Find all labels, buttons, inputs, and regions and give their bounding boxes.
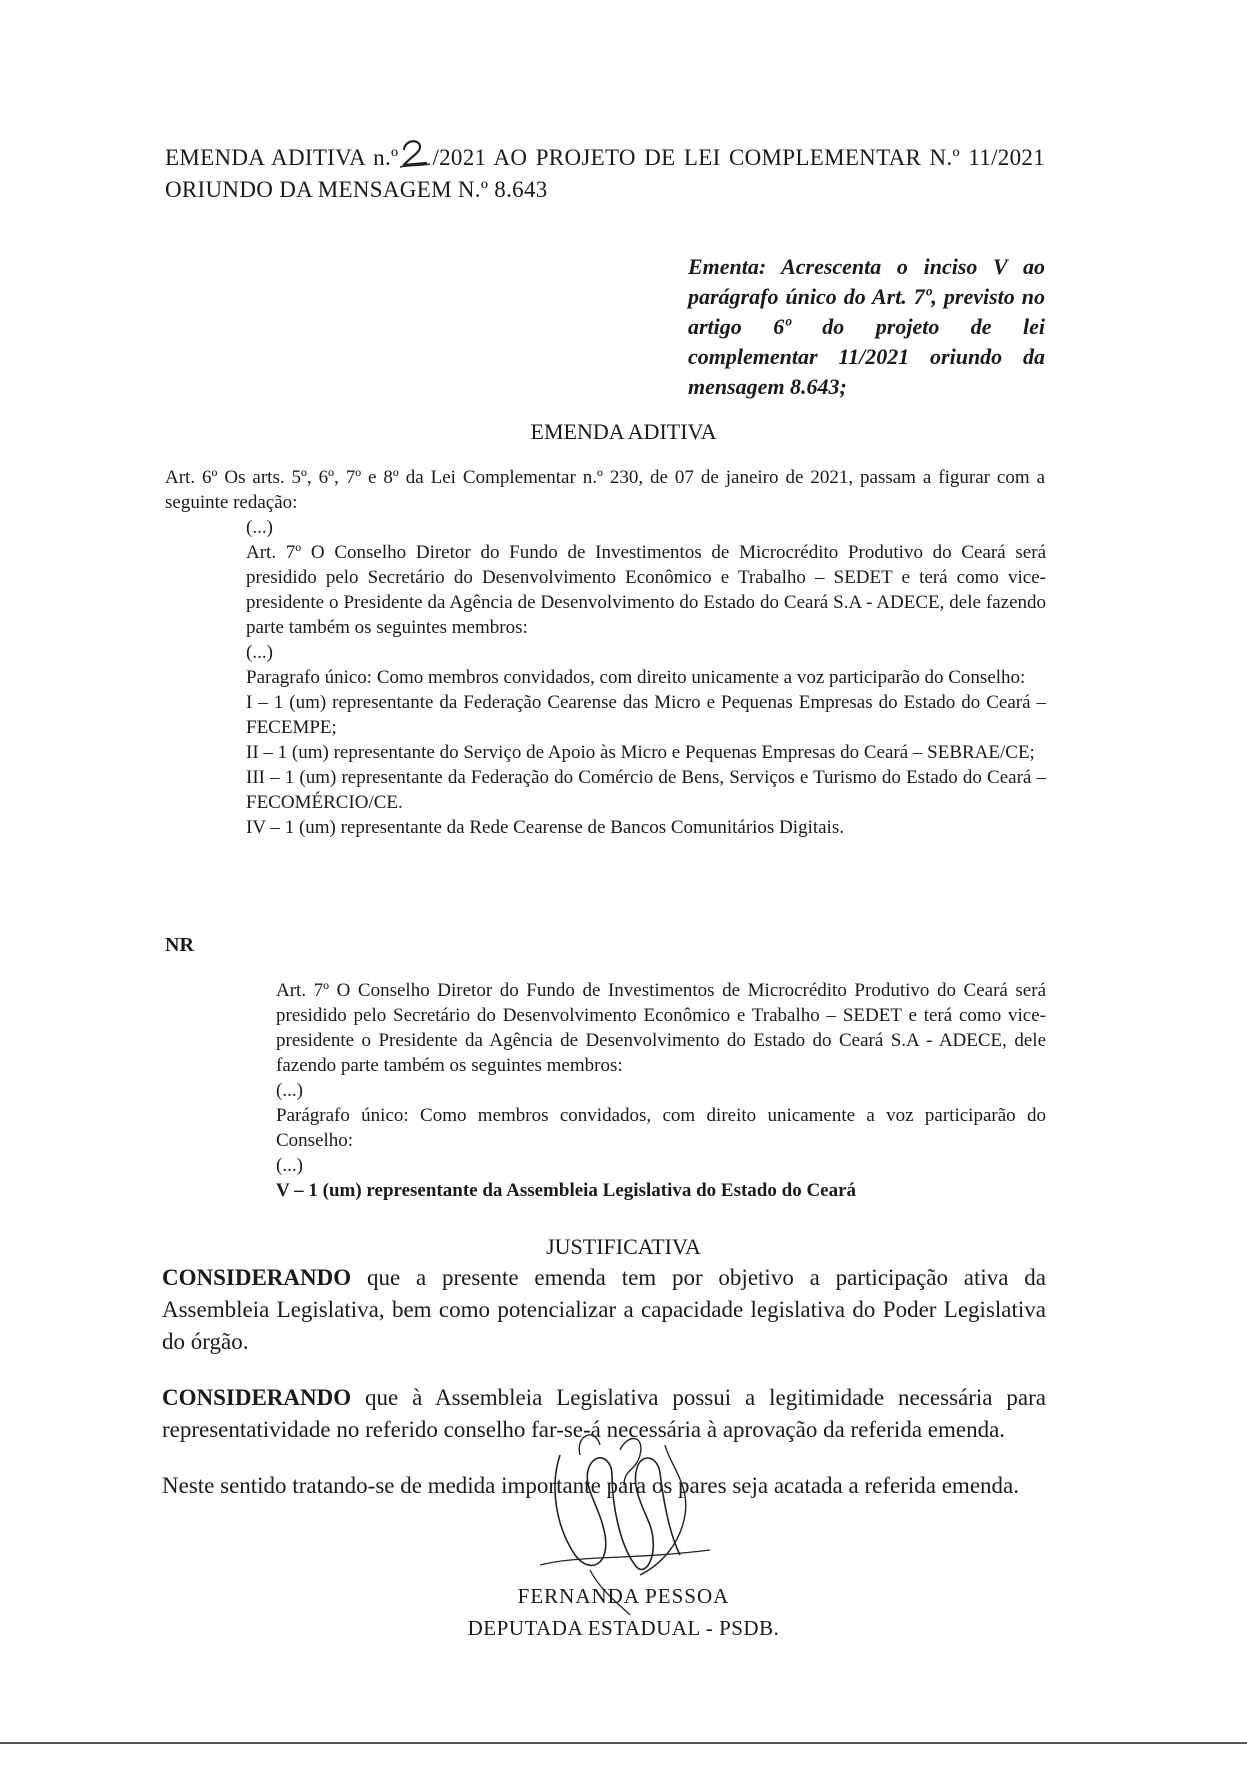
header-suffix: /2021 AO PROJETO DE LEI COMPLEMENTAR N.º 11/2021 ORIUNDO DA MENSAGEM N.º 8.643 xyxy=(165,145,1045,202)
ellipsis: (...) xyxy=(246,517,273,538)
handwritten-amendment-number xyxy=(398,147,432,167)
header-prefix: EMENDA ADITIVA n.º xyxy=(165,145,399,170)
considerando-lead: CONSIDERANDO xyxy=(162,1385,352,1410)
inciso-2: II – 1 (um) representante do Serviço de Apoio às Micro e Pequenas Empresas do Ceará – SEBRAE/CE; xyxy=(246,742,1035,763)
considerando-lead: CONSIDERANDO xyxy=(162,1265,352,1290)
ellipsis: (...) xyxy=(276,1080,303,1101)
ementa-summary: Ementa: Acrescenta o inciso V ao parágrafo único do Art. 7º, previsto no artigo 6º do projeto de lei complementar 11/2021 oriundo da mensagem 8.643; xyxy=(688,254,1045,399)
article-6-text: Art. 6º Os arts. 5º, 6º, 7º e 8º da Lei Complementar n.º 230, de 07 de janeiro de 2021, passam a figurar com a seguinte redação: xyxy=(165,467,1045,513)
current-wording-block xyxy=(246,515,1046,840)
new-wording-block xyxy=(276,978,1046,1203)
inciso-5: V – 1 (um) representante da Assembleia Legislativa do Estado do Ceará xyxy=(276,1180,857,1201)
paragraph-text: que à Assembleia Legislativa possui a legitimidade necessária para representatividade no referido conselho far-se-á necessária à aprovação da referida emenda. xyxy=(162,1385,1046,1442)
justificativa-paragraph xyxy=(162,1262,1046,1358)
inciso-1: I – 1 (um) representante da Federação Cearense das Micro e Pequenas Empresas do Estado do Ceará – FECEMPE; xyxy=(246,692,1046,738)
justificativa-title: JUSTIFICATIVA xyxy=(546,1234,701,1259)
document-header xyxy=(165,142,1045,206)
inciso-4: IV – 1 (um) representante da Rede Cearense de Bancos Comunitários Digitais. xyxy=(246,817,844,838)
ellipsis: (...) xyxy=(246,642,273,663)
article-7-text: Art. 7º O Conselho Diretor do Fundo de Investimentos de Microcrédito Produtivo do Ceará será presidido pelo Secretário do Desenvolvimento Econômico e Trabalho – SEDET e terá como vice-presidente o Presidente da Agência de Desenvolvimento do Estado do Ceará S.A - ADECE, dele fazendo parte também os seguintes membros: xyxy=(246,542,1046,638)
paragrafo-unico: Parágrafo único: Como membros convidados, com direito unicamente a voz participarão do Conselho: xyxy=(276,1105,1046,1151)
nr-label: NR xyxy=(165,934,194,956)
signatory-name: FERNANDA PESSOA xyxy=(517,1584,730,1608)
justificativa-paragraph: Neste sentido tratando-se de medida importante para os pares seja acatada a referida emenda. xyxy=(162,1473,1019,1498)
article-7-text: Art. 7º O Conselho Diretor do Fundo de Investimentos de Microcrédito Produtivo do Ceará será presidido pelo Secretário do Desenvolvimento Econômico e Trabalho – SEDET e terá como vice-presidente o Presidente da Agência de Desenvolvimento do Estado do Ceará S.A - ADECE, dele fazendo parte também os seguintes membros: xyxy=(276,980,1046,1076)
page-bottom-rule xyxy=(0,1742,1247,1744)
paragrafo-unico: Paragrafo único: Como membros convidados, com direito unicamente a voz participarão do Conselho: xyxy=(246,667,1026,688)
paragraph-text: que a presente emenda tem por objetivo a participação ativa da Assembleia Legislativa, bem como potencializar a capacidade legislativa do Poder Legislativa do órgão. xyxy=(162,1265,1046,1354)
ellipsis: (...) xyxy=(276,1155,303,1176)
inciso-3: III – 1 (um) representante da Federação do Comércio de Bens, Serviços e Turismo do Estado do Ceará – FECOMÉRCIO/CE. xyxy=(246,767,1046,813)
signatory-role: DEPUTADA ESTADUAL - PSDB. xyxy=(467,1616,780,1640)
amendment-title: EMENDA ADITIVA xyxy=(530,419,717,444)
